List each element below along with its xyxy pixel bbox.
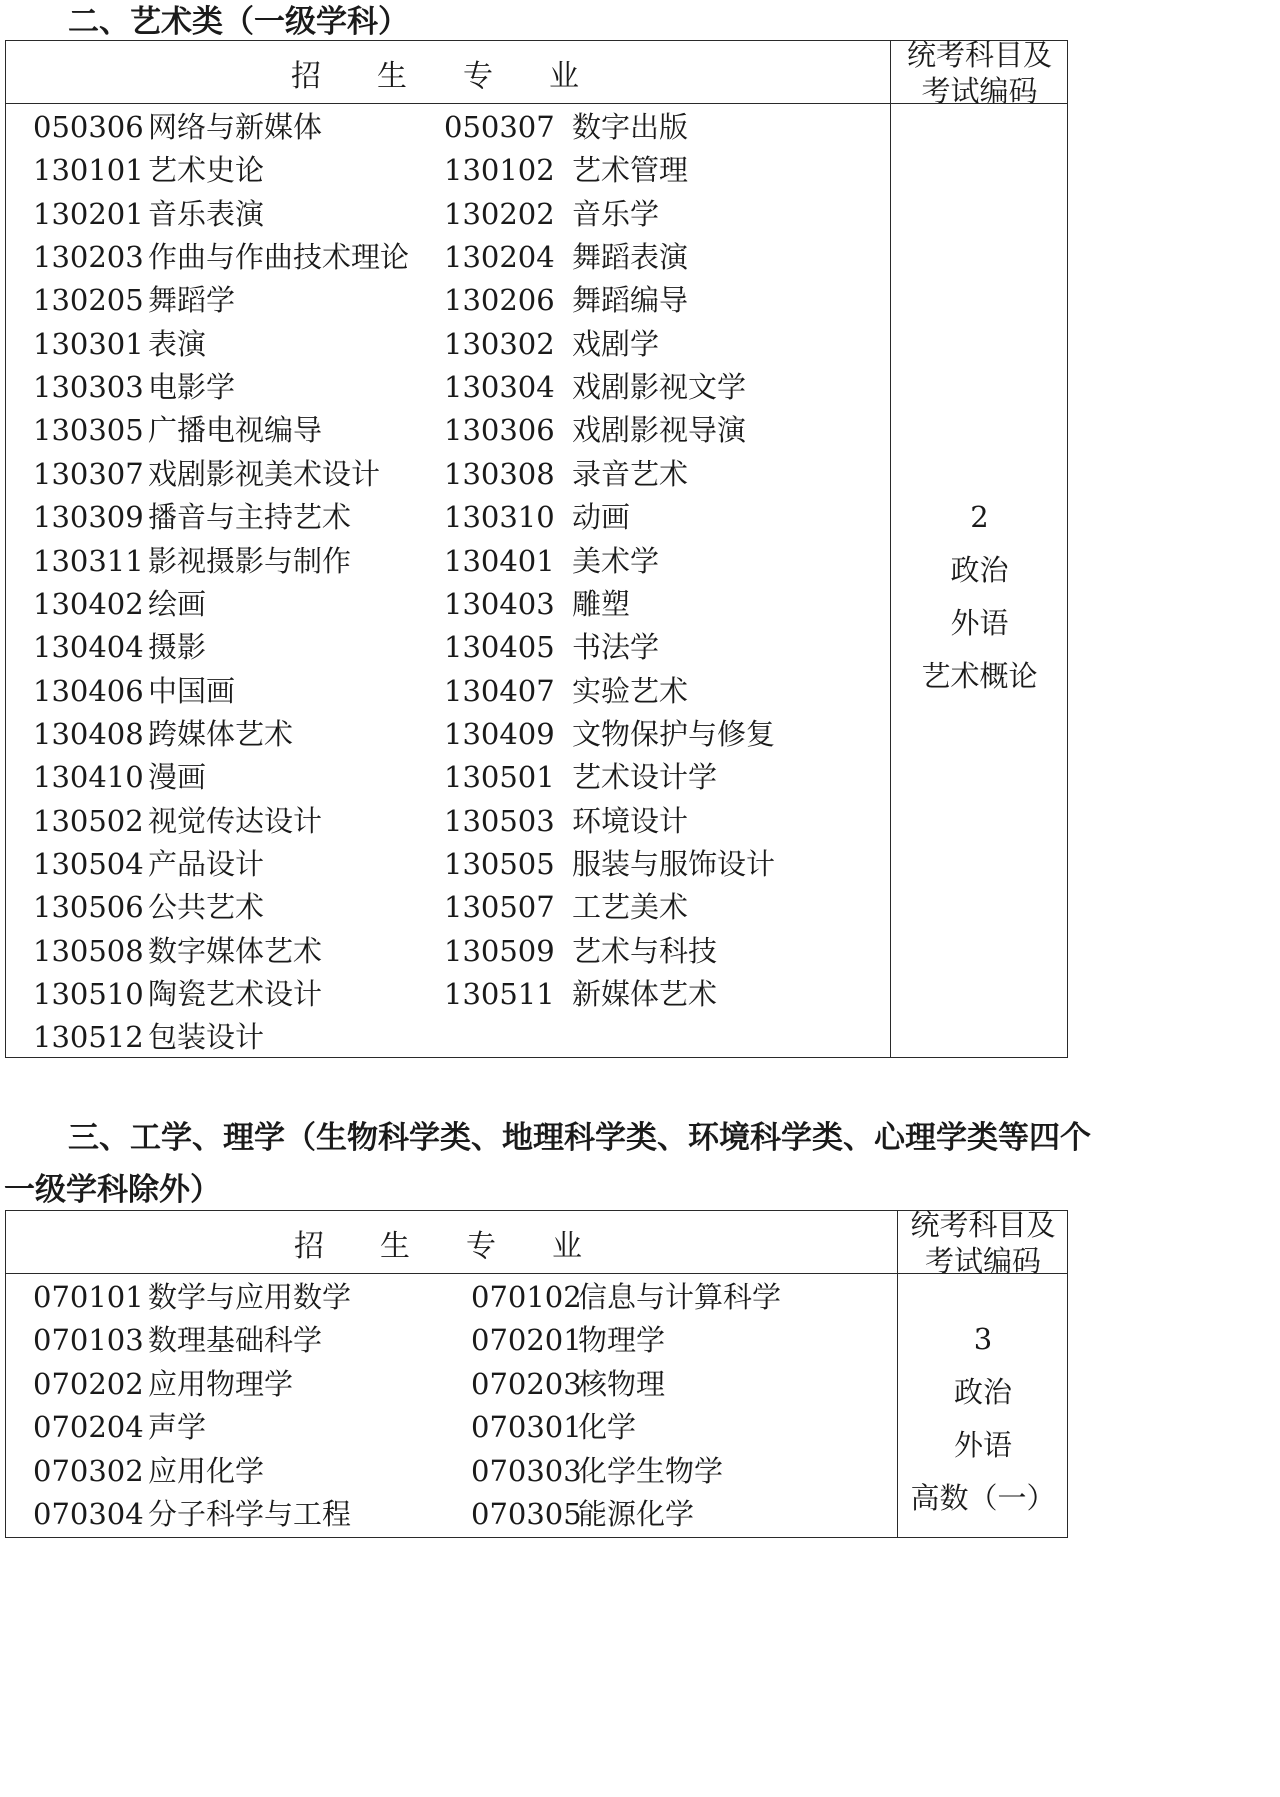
- section2-title: 二、艺术类（一级学科）: [68, 4, 409, 40]
- section3-header-major: 招生专业: [294, 1229, 638, 1264]
- major-code-right: 130505: [444, 846, 555, 881]
- major-name-right: 实验艺术: [572, 673, 689, 708]
- major-code-left: 070204: [33, 1410, 144, 1445]
- major-name-left: 产品设计: [148, 846, 265, 881]
- major-code-left: 130101: [33, 153, 144, 188]
- major-code-right: 070305: [471, 1497, 582, 1531]
- major-name-left: 表演: [148, 326, 207, 361]
- major-name-right: 服装与服饰设计: [572, 846, 776, 881]
- major-code-left: 130201: [33, 196, 144, 231]
- major-name-left: 影视摄影与制作: [148, 543, 352, 578]
- major-name-left: 应用化学: [148, 1453, 265, 1488]
- major-name-right: 化学生物学: [578, 1453, 724, 1488]
- major-name-left: 摄影: [148, 630, 207, 665]
- major-code-left: 130301: [33, 326, 144, 361]
- section3-exam-code: 3: [973, 1322, 993, 1356]
- major-code-right: 130304: [444, 370, 555, 405]
- major-code-left: 130410: [33, 760, 144, 795]
- major-code-right: 070303: [471, 1453, 582, 1488]
- major-name-left: 陶瓷艺术设计: [148, 977, 323, 1011]
- major-name-right: 物理学: [578, 1323, 666, 1358]
- major-code-left: 130311: [33, 543, 144, 578]
- major-code-right: 130308: [444, 456, 555, 491]
- major-code-right: 130401: [444, 543, 555, 578]
- major-code-right: 130302: [444, 326, 555, 361]
- section2-header-exam-line2: 考试编码: [921, 74, 1038, 108]
- major-code-right: 130306: [444, 413, 555, 448]
- major-code-right: 130511: [444, 977, 555, 1011]
- major-name-left: 舞蹈学: [148, 283, 236, 318]
- section3-title-line2: 一级学科除外）: [4, 1172, 221, 1208]
- major-name-right: 艺术管理: [572, 153, 689, 188]
- major-code-right: 070203: [471, 1366, 582, 1401]
- major-name-right: 录音艺术: [572, 456, 689, 491]
- major-code-left: 070103: [33, 1323, 144, 1358]
- section2-exam-subject-2: 外语: [950, 606, 1009, 640]
- major-name-left: 作曲与作曲技术理论: [148, 240, 410, 275]
- major-name-right: 戏剧影视文学: [572, 370, 747, 405]
- major-name-left: 声学: [148, 1410, 207, 1445]
- major-name-left: 公共艺术: [148, 890, 265, 925]
- major-name-left: 播音与主持艺术: [148, 500, 352, 535]
- major-code-right: 130202: [444, 196, 555, 231]
- major-name-right: 信息与计算科学: [578, 1280, 782, 1314]
- major-code-left: 070101: [33, 1280, 144, 1314]
- section2-exam-subject-1: 政治: [950, 553, 1009, 587]
- major-name-right: 戏剧学: [572, 326, 660, 361]
- major-code-left: 130305: [33, 413, 144, 448]
- section3-exam-subject-1: 政治: [953, 1375, 1012, 1409]
- major-code-right: 130509: [444, 933, 555, 968]
- major-name-left: 音乐表演: [148, 196, 265, 231]
- major-name-left: 数字媒体艺术: [148, 933, 323, 968]
- major-code-right: 070301: [471, 1410, 582, 1445]
- section3-column-divider: [897, 1211, 898, 1537]
- major-code-left: 130508: [33, 933, 144, 968]
- major-name-right: 数字出版: [572, 110, 689, 144]
- major-name-right: 环境设计: [572, 803, 689, 838]
- major-code-left: 130408: [33, 716, 144, 751]
- section3-exam-subject-3: 高数（一）: [910, 1481, 1056, 1515]
- section2-header-exam-line1: 统考科目及: [906, 38, 1052, 72]
- major-code-left: 050306: [33, 110, 144, 144]
- section2-table: [5, 40, 1068, 1058]
- major-code-right: 070201: [471, 1323, 582, 1358]
- major-name-right: 文物保护与修复: [572, 716, 776, 751]
- major-name-right: 艺术与科技: [572, 933, 718, 968]
- major-code-left: 130404: [33, 630, 144, 665]
- major-name-right: 舞蹈编导: [572, 283, 689, 318]
- major-code-right: 070102: [471, 1280, 582, 1314]
- section3-table: [5, 1210, 1068, 1538]
- major-name-right: 雕塑: [572, 586, 631, 621]
- section2-header-major: 招生专业: [291, 59, 635, 94]
- major-code-left: 130303: [33, 370, 144, 405]
- major-name-left: 艺术史论: [148, 153, 265, 188]
- section3-exam-subjects: [899, 1313, 1067, 1525]
- major-code-left: 130203: [33, 240, 144, 275]
- major-code-right: 130503: [444, 803, 555, 838]
- major-code-left: 070302: [33, 1453, 144, 1488]
- major-name-right: 核物理: [578, 1366, 666, 1401]
- major-code-right: 130501: [444, 760, 555, 795]
- major-code-left: 130307: [33, 456, 144, 491]
- major-name-right: 戏剧影视导演: [572, 413, 747, 448]
- section2-header-exam: [892, 38, 1067, 108]
- section3-header-exam: [899, 1208, 1067, 1278]
- major-code-left: 130510: [33, 977, 144, 1011]
- major-name-right: 美术学: [572, 543, 660, 578]
- major-name-right: 书法学: [572, 630, 660, 665]
- major-code-left: 130406: [33, 673, 144, 708]
- major-code-right: 130409: [444, 716, 555, 751]
- section2-exam-subjects: [892, 491, 1067, 703]
- major-name-left: 分子科学与工程: [148, 1497, 352, 1531]
- section3-exam-subject-2: 外语: [953, 1428, 1012, 1462]
- section2-column-divider: [890, 41, 891, 1057]
- major-code-left: 130506: [33, 890, 144, 925]
- major-code-left: 070304: [33, 1497, 144, 1531]
- major-code-left: 130504: [33, 846, 144, 881]
- major-name-right: 工艺美术: [572, 890, 689, 925]
- major-code-right: 130405: [444, 630, 555, 665]
- major-code-right: 130206: [444, 283, 555, 318]
- major-name-right: 舞蹈表演: [572, 240, 689, 275]
- major-code-left: 130502: [33, 803, 144, 838]
- major-name-right: 音乐学: [572, 196, 660, 231]
- major-code-left: 070202: [33, 1366, 144, 1401]
- major-name-left: 数理基础科学: [148, 1323, 323, 1358]
- major-code-right: 130407: [444, 673, 555, 708]
- major-name-right: 能源化学: [578, 1497, 695, 1531]
- major-name-left: 广播电视编导: [148, 413, 323, 448]
- major-name-left: 数学与应用数学: [148, 1280, 352, 1314]
- major-code-right: 130507: [444, 890, 555, 925]
- section3-header-exam-line2: 考试编码: [924, 1244, 1041, 1278]
- major-code-right: 130102: [444, 153, 555, 188]
- major-name-left: 网络与新媒体: [148, 110, 323, 144]
- major-name-right: 化学: [578, 1410, 637, 1445]
- major-code-left: 130512: [33, 1020, 144, 1055]
- section2-exam-subject-3: 艺术概论: [921, 659, 1038, 693]
- major-name-right: 新媒体艺术: [572, 977, 718, 1011]
- major-name-left: 电影学: [148, 370, 236, 405]
- major-name-left: 戏剧影视美术设计: [148, 456, 381, 491]
- major-code-right: 130204: [444, 240, 555, 275]
- section3-title-line1: 三、工学、理学（生物科学类、地理科学类、环境科学类、心理学类等四个: [68, 1120, 1091, 1156]
- major-name-left: 绘画: [148, 586, 207, 621]
- major-name-left: 应用物理学: [148, 1366, 294, 1401]
- major-name-left: 漫画: [148, 760, 207, 795]
- major-code-right: 130310: [444, 500, 555, 535]
- major-code-right: 130403: [444, 586, 555, 621]
- major-name-left: 视觉传达设计: [148, 803, 323, 838]
- major-code-left: 130402: [33, 586, 144, 621]
- major-name-left: 跨媒体艺术: [148, 716, 294, 751]
- major-code-left: 130205: [33, 283, 144, 318]
- section3-header-exam-line1: 统考科目及: [910, 1208, 1056, 1242]
- major-name-right: 艺术设计学: [572, 760, 718, 795]
- section2-exam-code: 2: [970, 500, 989, 534]
- major-code-left: 130309: [33, 500, 144, 535]
- major-name-right: 动画: [572, 500, 631, 535]
- major-code-right: 050307: [444, 110, 555, 144]
- major-name-left: 中国画: [148, 673, 236, 708]
- major-name-left: 包装设计: [148, 1020, 265, 1055]
